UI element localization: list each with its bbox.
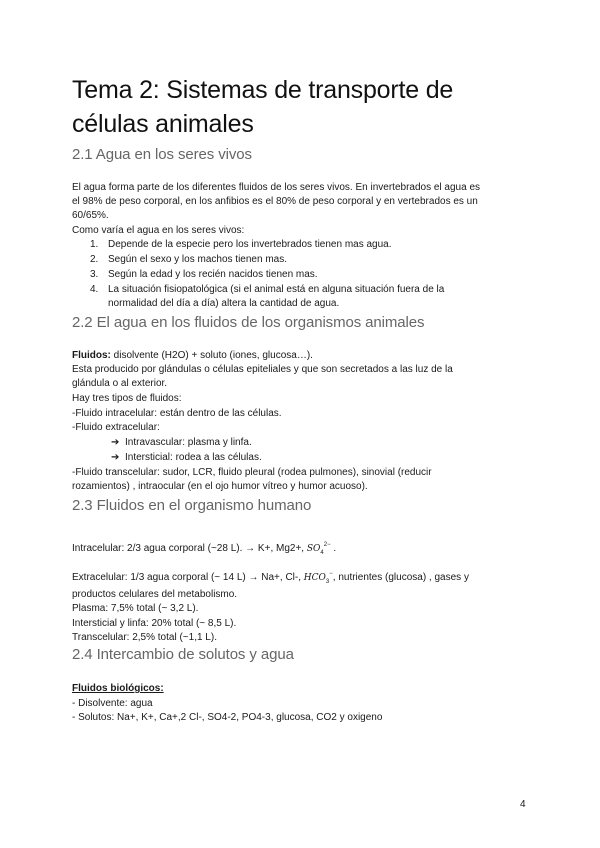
sulfate-formula: SO (306, 544, 321, 554)
list-number: 2. (90, 254, 99, 265)
list-item-text: Según el sexo y los machos tienen mas. (108, 254, 287, 265)
section-heading-2-4: 2.4 Intercambio de solutos y agua (72, 646, 294, 663)
paragraph-line: - Solutos: Na+, K+, Ca+,2 Cl-, SO4-2, PO4-3, glucosa, CO2 y oxigeno (72, 712, 383, 723)
fluidos-text: disolvente (H2O) + soluto (iones, glucosa…). (110, 350, 313, 361)
fluidos-label: Fluidos: (72, 350, 111, 361)
paragraph-line: El agua forma parte de los diferentes fluidos de los seres vivos. En invertebrados el agua es (72, 182, 481, 193)
section-heading-2-2: 2.2 El agua en los fluidos de los organismos animales (72, 314, 425, 331)
paragraph-line: Hay tres tipos de fluidos: (72, 393, 182, 404)
paragraph-line: Intersticial y linfa: 20% total (~ 8,5 L). (72, 618, 237, 629)
arrow-bullet-icon: ➔ (111, 452, 120, 463)
list-item-text: Depende de la especie pero los invertebrados tienen mas agua. (108, 239, 392, 250)
list-number: 4. (90, 284, 99, 295)
formula-subscript: 3 (325, 579, 330, 585)
paragraph-line: productos celulares del metabolismo. (72, 589, 238, 600)
paragraph-line: glándula o al exterior. (72, 378, 168, 389)
sub-list-text: Intravascular: plasma y linfa. (125, 437, 252, 448)
paragraph-line: el 98% de peso corporal, en los anfibios es el 80% de peso corporal y en vertebrados es un (72, 196, 478, 207)
formula-subscript: 4 (320, 550, 324, 556)
list-number: 1. (90, 239, 99, 250)
fluidos-definition (72, 349, 313, 363)
paragraph-line: Plasma: 7,5% total (~ 3,2 L). (72, 603, 199, 614)
paragraph-line: Esta producido por glándulas o células epiteliales y que son secretados a las luz de la (72, 364, 453, 375)
paragraph-line: - Disolvente: agua (72, 698, 153, 709)
extracelular-text: Extracelular: 1/3 agua corporal (~ 14 L) → Na+, Cl-, (72, 572, 304, 583)
arrow-bullet-icon: ➔ (111, 437, 120, 448)
extracelular-line (72, 571, 469, 586)
page-title-line-2: células animales (72, 110, 254, 138)
list-item-text: Según la edad y los recién nacidos tienen mas. (108, 269, 318, 280)
formula-superscript: 2− (323, 542, 331, 548)
sub-list-text: Intersticial: rodea a las células. (125, 452, 262, 463)
list-item-continuation: normalidad del día a día) altera la cantidad de agua. (108, 298, 340, 309)
list-number: 3. (90, 269, 99, 280)
list-item-text: La situación fisiopatológica (si el animal está en alguna situación fuera de la (108, 284, 445, 295)
paragraph-line: 60/65%. (72, 210, 109, 221)
page-title-line-1: Tema 2: Sistemas de transporte de (72, 76, 454, 104)
paragraph-line: Como varía el agua en los seres vivos: (72, 225, 245, 236)
paragraph-line: -Fluido extracelular: (72, 422, 160, 433)
paragraph-line: Transcelular: 2,5% total (~1,1 L). (72, 632, 217, 643)
section-heading-2-3: 2.3 Fluidos en el organismo humano (72, 497, 312, 514)
formula-superscript: − (329, 571, 333, 577)
extracelular-end: , nutrientes (glucosa) , gases y (332, 572, 469, 583)
page-number: 4 (520, 799, 526, 810)
section-heading-2-1: 2.1 Agua en los seres vivos (72, 146, 252, 163)
paragraph-line: rozamientos) , intraocular (en el ojo humor vítreo y humor acuoso). (72, 481, 368, 492)
intracelular-line (72, 542, 336, 557)
bicarbonate-formula: HCO (303, 573, 326, 583)
intracelular-text: Intracelular: 2/3 agua corporal (~28 L). → K+, Mg2+, (72, 543, 307, 554)
paragraph-line: -Fluido intracelular: están dentro de las células. (72, 408, 282, 419)
intracelular-end: . (330, 543, 337, 554)
paragraph-line: -Fluido transcelular: sudor, LCR, fluido pleural (rodea pulmones), sinovial (reducir (72, 467, 432, 478)
fluidos-biologicos-label: Fluidos biológicos: (72, 683, 164, 694)
